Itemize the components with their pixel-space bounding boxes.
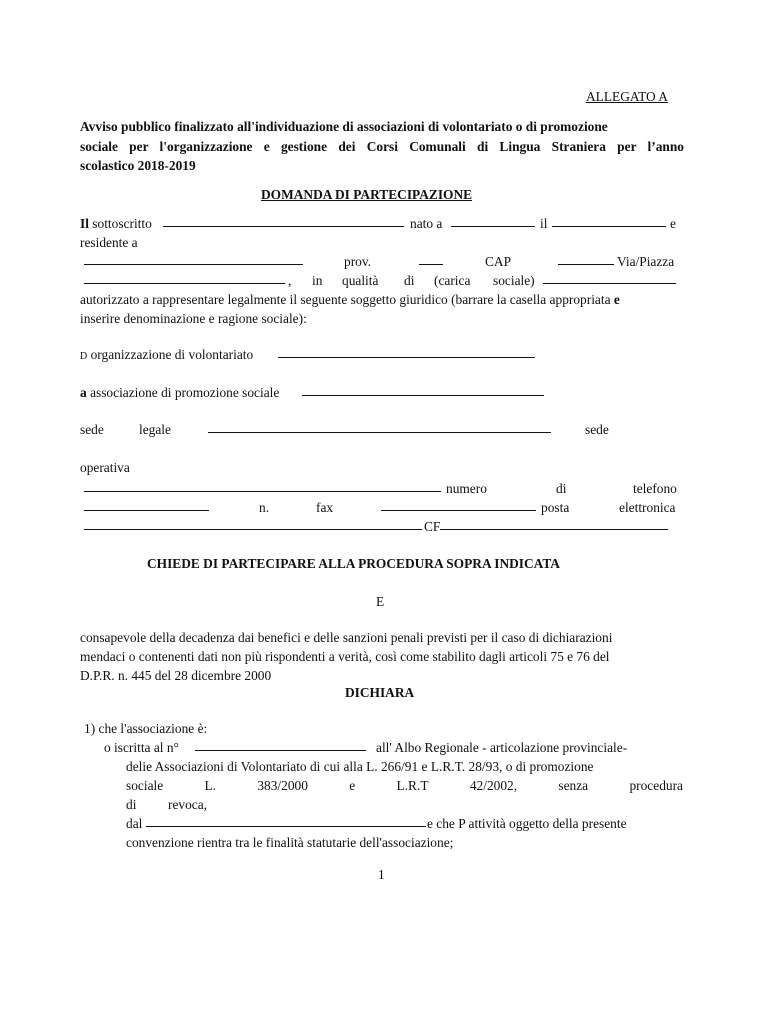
checkbox-marker[interactable]: a [80, 385, 87, 400]
iscritta-label: o iscritta al n° [104, 740, 179, 755]
operativa-label: operativa [80, 460, 130, 475]
il-label: il [540, 216, 548, 231]
numero-label: numero [446, 481, 487, 496]
e-label: e [670, 216, 676, 231]
revoca-word: revoca, [168, 797, 208, 812]
e-center: E [376, 594, 385, 609]
posta-label: posta [541, 500, 570, 515]
in-label: in [312, 273, 323, 288]
avviso-line-3: scolastico 2018-2019 [80, 158, 196, 173]
item1-line-3: sociale L. 383/2000 e L.R.T 42/2002, senza procedura [126, 778, 683, 793]
elettronica-label: elettronica [619, 500, 676, 515]
telefono-label: telefono [633, 481, 677, 496]
organizzazione-field[interactable] [278, 346, 535, 358]
birthdate-field[interactable] [552, 215, 666, 227]
residente-label: residente a [80, 235, 138, 250]
sociale-label: sociale) [493, 273, 535, 288]
item1-line-2: delie Associazioni di Volontariato di cui alla L. 266/91 e L.R.T. 28/93, o di promozione [126, 759, 594, 774]
dichiara-heading: DICHIARA [345, 685, 415, 700]
n-label: n. [259, 500, 270, 515]
inserire-line: inserire denominazione e ragione sociale): [80, 311, 307, 326]
iscritta-numero-field[interactable] [195, 739, 366, 751]
consapevole-line-2: mendaci o contenenti dati non più rispondenti a verità, così come stabilito dagli articoli 75 e 76 del [80, 649, 610, 664]
address-field[interactable] [84, 272, 285, 284]
consapevole-line-3: D.P.R. n. 445 del 28 dicembre 2000 [80, 668, 272, 683]
autorizzato-line: autorizzato a rappresentare legalmente il seguente soggetto giuridico (barrare la casella appropriata e [80, 292, 620, 307]
associazione-field[interactable] [302, 384, 544, 396]
consapevole-line-1: consapevole della decadenza dai benefici e delle sanzioni penali previsti per il caso di dichiarazioni [80, 630, 613, 645]
carica-field[interactable] [543, 272, 676, 284]
sede-operativa-field[interactable] [84, 480, 441, 492]
via-piazza-label: Via/Piazza [617, 254, 675, 269]
chiede-heading: CHIEDE DI PARTECIPARE ALLA PROCEDURA SOPRA INDICATA [147, 556, 560, 571]
telefono-field[interactable] [84, 499, 209, 511]
carica-label: (carica [434, 273, 471, 288]
sottoscritto-line: Il sottoscritto [80, 216, 152, 231]
allegato-label: ALLEGATO A [586, 89, 668, 104]
comma: , [288, 273, 292, 288]
fax-field[interactable] [381, 499, 536, 511]
email-field[interactable] [84, 518, 422, 530]
dal-label: dal [126, 816, 143, 831]
cf-label: CF [424, 519, 441, 534]
option-associazione[interactable]: a associazione di promozione sociale [80, 385, 280, 400]
checkbox-marker[interactable]: D [80, 351, 88, 362]
prov-label: prov. [344, 254, 372, 269]
di-word: di [126, 797, 137, 812]
domanda-title: DOMANDA DI PARTECIPAZIONE [261, 187, 473, 202]
sede-legale-field[interactable] [208, 421, 551, 433]
cap-field[interactable] [558, 253, 614, 265]
prov-field[interactable] [419, 253, 443, 265]
sede-label-2: sede [585, 422, 609, 437]
dal-rest: e che P attività oggetto della presente [427, 816, 627, 831]
albo-text: all' Albo Regionale - articolazione provinciale- [376, 740, 628, 755]
page-number: 1 [378, 867, 385, 882]
birthplace-field[interactable] [451, 215, 535, 227]
avviso-line-1: Avviso pubblico finalizzato all'individuazione di associazioni di volontariato o di promozione [80, 119, 608, 134]
cap-label: CAP [485, 254, 512, 269]
qualita-label: qualità [342, 273, 379, 288]
di-label: di [404, 273, 415, 288]
avviso-line-2: sociale per l'organizzazione e gestione dei Corsi Comunali di Lingua Straniera per l’anno [80, 139, 684, 154]
cf-field[interactable] [440, 518, 668, 530]
di-label-2: di [556, 481, 567, 496]
dal-field[interactable] [146, 815, 426, 827]
option-organizzazione[interactable]: D organizzazione di volontariato [80, 347, 254, 362]
residence-field[interactable] [84, 253, 303, 265]
sede-label: sede [80, 422, 104, 437]
item1-head: 1) che l'associazione è: [84, 721, 208, 736]
legale-label: legale [139, 422, 171, 437]
fax-label: fax [316, 500, 334, 515]
item1-line-6: convenzione rientra tra le finalità statutarie dell'associazione; [126, 835, 454, 850]
name-field[interactable] [163, 215, 404, 227]
nato-a-label: nato a [410, 216, 443, 231]
